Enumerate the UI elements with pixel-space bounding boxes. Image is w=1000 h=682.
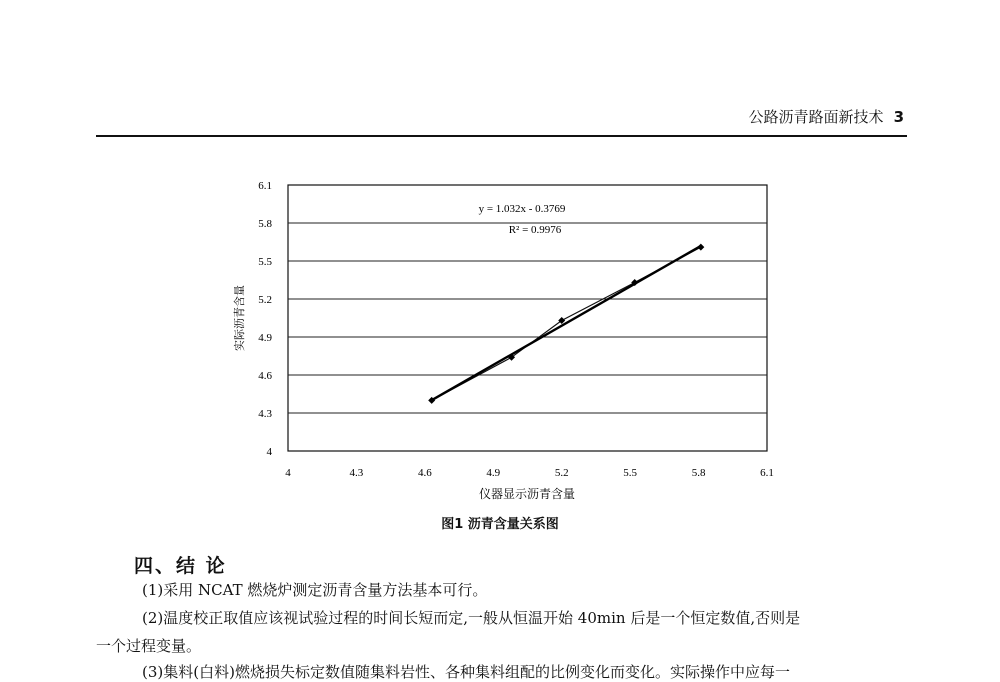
y-tick-label: 5.5 bbox=[258, 256, 272, 268]
y-tick-label: 5.2 bbox=[258, 294, 272, 306]
paragraph-1: (1)采用 NCAT 燃烧炉测定沥青含量方法基本可行。 bbox=[142, 581, 488, 599]
data-point bbox=[697, 244, 704, 251]
y-tick-label: 6.1 bbox=[258, 180, 272, 192]
asphalt-content-chart bbox=[200, 170, 800, 510]
x-tick-label: 5.2 bbox=[554, 467, 569, 479]
x-tick-label: 4.6 bbox=[417, 467, 432, 479]
x-tick-label: 4 bbox=[285, 467, 291, 479]
paragraph-2: (2)温度校正取值应该视试验过程的时间长短而定,一般从恒温开始 40min 后是一个恒定数值,否则是 bbox=[142, 609, 801, 627]
section-title: 四、结 论 bbox=[134, 555, 227, 577]
x-tick-labels bbox=[285, 467, 774, 479]
figure-caption: 图1 沥青含量关系图 bbox=[441, 517, 559, 532]
y-tick-labels bbox=[258, 180, 272, 458]
page-number: 3 bbox=[893, 108, 904, 126]
data-series bbox=[428, 244, 704, 404]
running-header bbox=[749, 106, 904, 127]
header-rule bbox=[96, 135, 907, 137]
x-tick-label: 6.1 bbox=[760, 467, 774, 479]
y-tick-label: 4.9 bbox=[258, 332, 272, 344]
r-squared-label: R² = 0.9976 bbox=[508, 224, 562, 236]
trendline bbox=[432, 246, 701, 400]
x-axis-label: 仪器显示沥青含量 bbox=[478, 487, 576, 501]
x-tick-label: 5.8 bbox=[691, 467, 706, 479]
regression-equation: y = 1.032x - 0.3769 bbox=[478, 203, 566, 215]
x-tick-label: 4.9 bbox=[486, 467, 501, 479]
x-tick-label: 4.3 bbox=[349, 467, 364, 479]
x-tick-label: 5.5 bbox=[623, 467, 638, 479]
y-tick-label: 4.6 bbox=[258, 370, 272, 382]
y-axis-label: 实际沥青含量 bbox=[233, 285, 246, 351]
y-tick-label: 5.8 bbox=[258, 218, 272, 230]
grid-lines bbox=[288, 223, 767, 413]
y-tick-label: 4 bbox=[266, 446, 272, 458]
journal-title: 公路沥青路面新技术 bbox=[748, 108, 884, 126]
paragraph-3: (3)集料(白料)燃烧损失标定数值随集料岩性、各种集料组配的比例变化而变化。实际操作中应每一 bbox=[142, 663, 790, 681]
paragraph-2-continued: 一个过程变量。 bbox=[96, 637, 202, 655]
y-tick-label: 4.3 bbox=[258, 408, 272, 420]
